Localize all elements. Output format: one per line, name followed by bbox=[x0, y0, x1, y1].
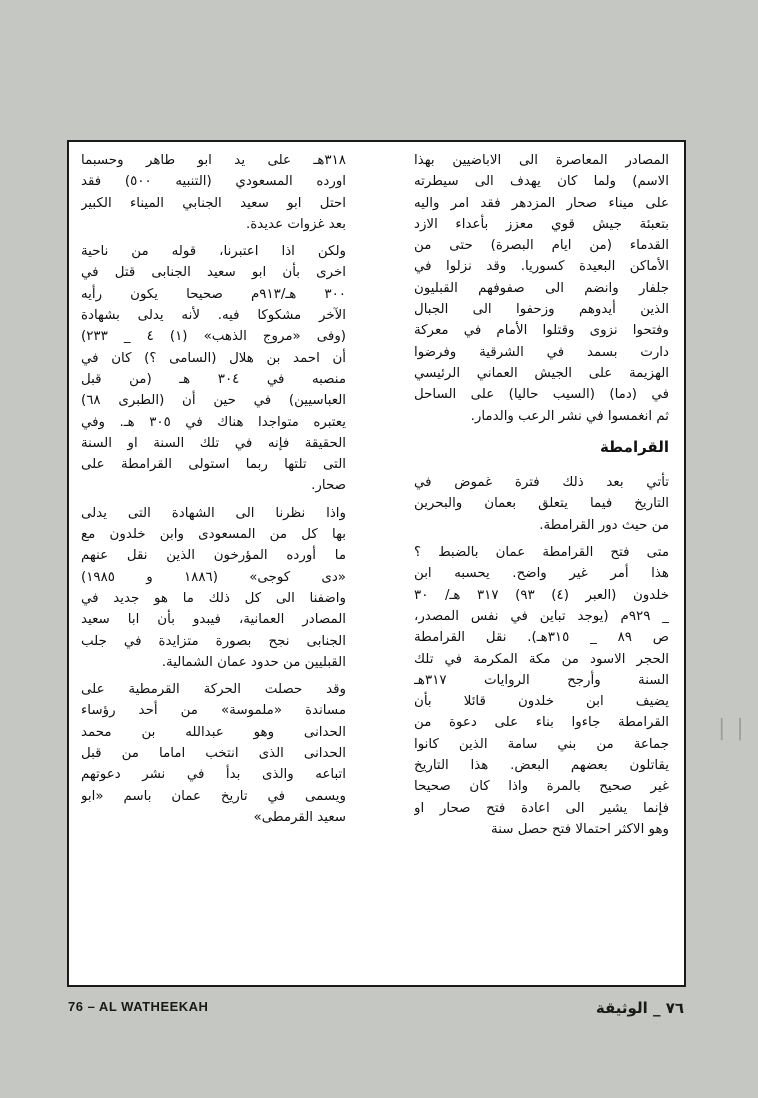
text-line: اورده المسعودي (التنبيه ٥٠٠) فقد bbox=[81, 174, 346, 190]
text-line: جماعة من بني سامة الذين كانوا bbox=[414, 736, 669, 752]
text-line: ٣٠٠ هـ/٩١٣م صحيحا يكون رأيه bbox=[81, 286, 346, 302]
text-line: سعيد القرمطى» bbox=[253, 809, 346, 825]
paragraph-intro bbox=[414, 150, 669, 427]
text-line: من حيث دور القرامطة. bbox=[539, 517, 669, 533]
section-heading: القرامطة bbox=[599, 437, 669, 456]
paragraph-support bbox=[81, 679, 346, 828]
text-line: الحدانى وهو عبدالله بن محمد bbox=[81, 724, 346, 740]
text-line: يضيف ابن خلدون قائلا بأن bbox=[414, 694, 669, 710]
text-line: المصادر العمانية، فيبدو بأن ابا سعيد bbox=[81, 612, 346, 628]
text-line: متى فتح القرامطة عمان بالضبط ؟ bbox=[414, 545, 669, 561]
footer-page-number-latin: 76 – AL WATHEEKAH bbox=[68, 999, 209, 1014]
text-line: يعتبره متواجدا هناك في ٣٠٥ هـ. وفي bbox=[81, 414, 346, 430]
text-line: المصادر المعاصرة الى الاباضيين بهذا bbox=[414, 153, 669, 168]
paragraph-testimony bbox=[81, 241, 346, 497]
text-line: الحقيقة فإنه في تلك السنة او السنة bbox=[81, 435, 346, 451]
left-column bbox=[81, 150, 346, 828]
text-line: على ميناء صحار المزدهر فقد امر واليه bbox=[414, 195, 669, 211]
text-line: _ ٩٢٩م (يوجد تباين في نفس المصدر، bbox=[414, 608, 669, 624]
text-line: «دى كوجى» (١٨٨٦ و ١٩٨٥) bbox=[81, 569, 346, 585]
text-line: وقد حصلت الحركة القرمطية على bbox=[81, 682, 346, 698]
footer-page-number-arabic: ٧٦ _ الوثيقة bbox=[595, 999, 684, 1017]
text-line: القرامطة جاءوا بناء على دعوة من bbox=[414, 715, 669, 731]
text-line: الأماكن البعيدة كسوريا. وقد نزلوا في bbox=[414, 259, 669, 275]
text-line: الآخر مشكوكا فيه. لأنه يدلى بشهادة bbox=[81, 308, 346, 324]
text-line: القبليين من حدود عمان الشمالية. bbox=[161, 654, 346, 670]
text-line: ثم انغمسوا في نشر الرعب والدمار. bbox=[470, 408, 669, 424]
text-line: الحجر الاسود من مكة المكرمة في تلك bbox=[414, 651, 669, 667]
text-line: الاسم) ولما كان يهدف الى سيطرته bbox=[414, 174, 669, 190]
text-line: الذين أيدوهم وزحفوا الى الجبال bbox=[414, 302, 669, 318]
text-line: جلفار وانضم الى صفوفهم القبليون bbox=[414, 280, 669, 296]
text-line: مساندة «ملموسة» من أحد رؤساء bbox=[81, 703, 346, 719]
text-line: خلدون (العبر (٤) ٩٣) ٣١٧ هـ/ ٣٠ bbox=[414, 587, 669, 603]
text-line: اخرى بأن ابو سعيد الجنابى قتل في bbox=[81, 265, 346, 281]
text-line: ما أورده المؤرخون الذين نقل عنهم bbox=[81, 548, 346, 564]
paragraph-sources bbox=[81, 503, 346, 673]
text-line: فإنما يشير الى اعادة فتح صحار او bbox=[414, 800, 669, 816]
text-line: الجنابى نجح بصورة متزايدة في جلب bbox=[81, 633, 346, 649]
text-line: التاريخ فيما يتعلق بعمان والبحرين bbox=[414, 496, 669, 512]
text-line: واذا نظرنا الى الشهادة التى يدلى bbox=[81, 505, 346, 521]
text-line: وفتحوا نزوى وقتلوا الأمام في معركة bbox=[414, 323, 669, 339]
text-line: احتل ابو سعيد الجنابي الميناء الكبير bbox=[81, 195, 346, 211]
paragraph-masudi bbox=[81, 150, 346, 235]
text-line: السنة وأرجح الروايات ٣١٧هـ bbox=[414, 672, 669, 688]
text-line: واضفنا الى كل ذلك ما هو جديد في bbox=[81, 590, 346, 606]
text-line: غير صحيح بالمرة واذا كان صحيحا bbox=[414, 779, 669, 795]
text-line: بعد غزوات عديدة. bbox=[246, 216, 346, 232]
margin-mark: | | bbox=[718, 716, 746, 741]
text-line: اتباعه والذى بدأ في نشر دعوتهم bbox=[81, 767, 346, 783]
text-line: ص ٨٩ _ ٣١٥هـ). نقل القرامطة bbox=[414, 630, 669, 646]
text-line: في (دما) (السيب حاليا) على الساحل bbox=[414, 387, 669, 403]
text-line: الهزيمة على الجيش العماني الرئيسي bbox=[414, 365, 669, 381]
text-line: تأتي بعد ذلك فترة غموض في bbox=[414, 475, 669, 491]
text-line: بها كل من المسعودى وابن خلدون مع bbox=[81, 527, 346, 543]
text-line: يقاتلون بعضهم البعض. هذا التاريخ bbox=[414, 758, 669, 774]
text-line: الحدانى الذى انتخب اماما من قبل bbox=[81, 746, 346, 762]
text-line: العباسيين) في حين أن (الطبرى ٦٨) bbox=[81, 393, 346, 409]
text-line: دارت بسمد في الشرقية وفرضوا bbox=[414, 344, 669, 360]
text-line: القدماء (من ايام البصرة) حتى من bbox=[414, 238, 669, 254]
right-column bbox=[414, 150, 669, 840]
paragraph-period bbox=[414, 472, 669, 536]
article-frame bbox=[67, 140, 686, 987]
text-line: منصبه في ٣٠٤ هـ (من قبل bbox=[81, 371, 346, 387]
text-line: وهو الاكثر احتمالا فتح حصل سنة bbox=[491, 821, 669, 837]
text-line: (وفى «مروج الذهب» (١) ٤ _ ٢٣٣) bbox=[81, 329, 346, 345]
text-line: صحار. bbox=[311, 478, 346, 494]
text-line: ٣١٨هـ على يد ابو طاهر وحسبما bbox=[81, 153, 346, 168]
paragraph-date bbox=[414, 542, 669, 840]
text-line: التى تلتها ربما استولى القرامطة على bbox=[81, 457, 346, 473]
text-line: ويسمى في تاريخ عمان باسم «ابو bbox=[81, 788, 346, 804]
text-line: هذا أمر غير واضح. يحسبه ابن bbox=[414, 566, 669, 582]
text-line: أن احمد بن هلال (السامى ؟) كان في bbox=[81, 350, 346, 366]
text-line: بتعبئة جيش قوي معزز بأعداء الازد bbox=[414, 216, 669, 232]
text-line: ولكن اذا اعتبرنا، قوله من ناحية bbox=[81, 244, 346, 260]
